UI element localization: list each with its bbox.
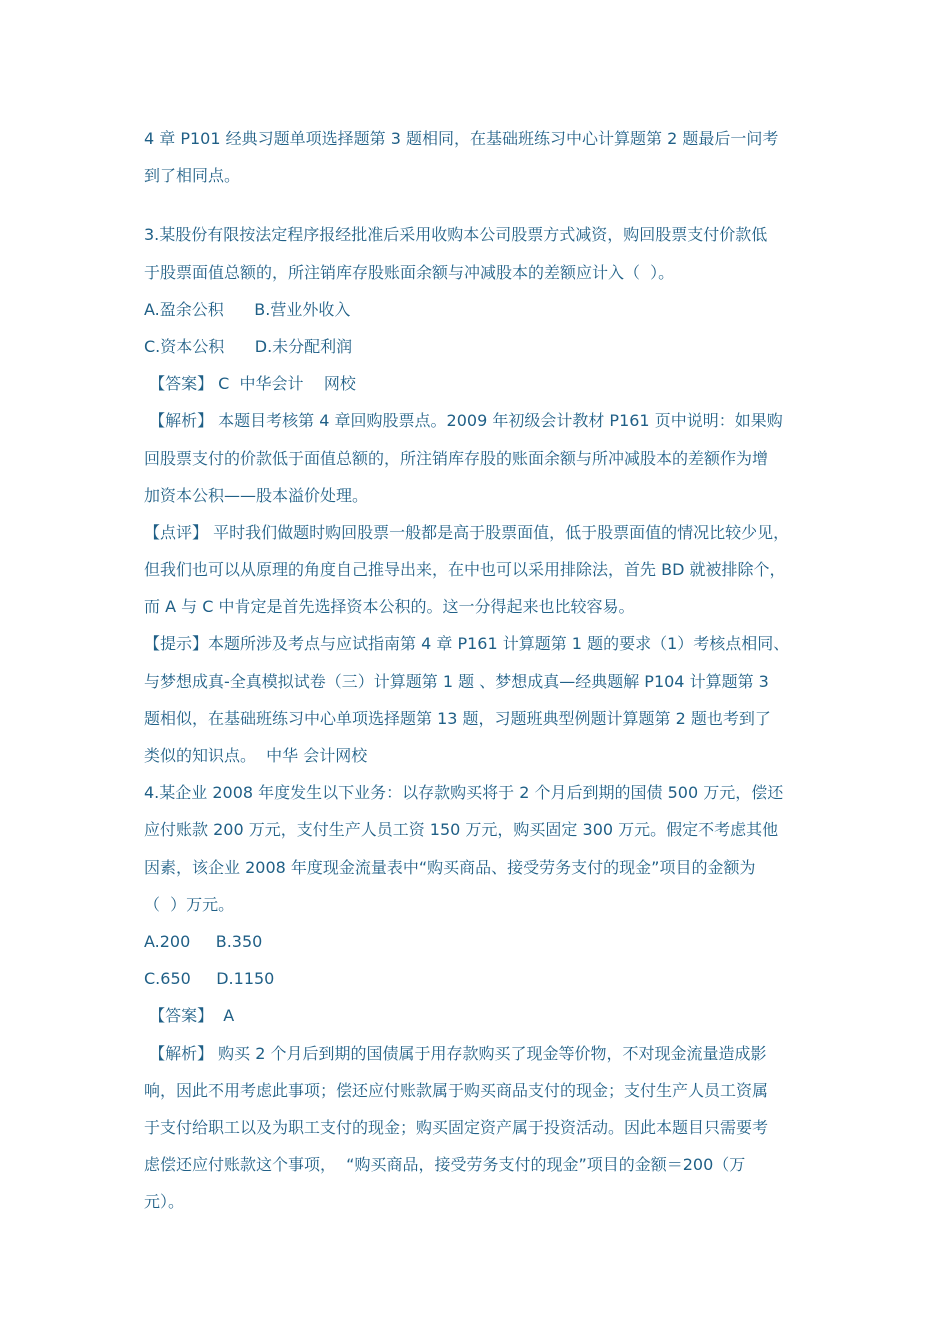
option-line: A.200 B.350 [144,931,263,951]
question-3 [144,216,816,774]
text-line: 类似的知识点。 中华 会计网校 [144,746,368,765]
text-line: 因素，该企业 2008 年度现金流量表中“购买商品、接受劳务支付的现金”项目的金额为 [144,857,756,877]
question-4 [144,774,816,1220]
text-line: 回股票支付的价款低于面值总额的，所注销库存股的账面余额与所冲减股本的差额作为增 [144,448,769,468]
text-line: 3.某股份有限按法定程序报经批准后采用收购本公司股票方式减资，购回股票支付价款低 [144,225,768,245]
text-line: 而 A 与 C 中肯定是首先选择资本公积的。这一分得起来也比较容易。 [144,597,635,617]
option-line: A.盈余公积 B.营业外收入 [144,299,351,319]
question-4-options [144,923,816,997]
text-line: 【点评】 平时我们做题时购回股票一般都是高于股票面值，低于股票面值的情况比较少见， [144,522,790,542]
question-3-comment [144,514,816,626]
text-line: 【提示】本题所涉及考点与应试指南第 4 章 P161 计算题第 1 题的要求（1）考核点相同、 [144,634,790,654]
text-line: 应付账款 200 万元，支付生产人员工资 150 万元，购买固定 300 万元。假定不考虑其他 [144,820,779,840]
option-line: C.650 D.1150 [144,969,275,989]
text-line: 【解析】 本题目考核第 4 章回购股票点。2009 年初级会计教材 P161 页中说明：如果购 [144,411,783,431]
question-4-analysis [144,1035,816,1221]
text-line: 于股票面值总额的，所注销库存股账面余额与冲减股本的差额应计入（ ）。 [144,262,675,282]
question-3-hint [144,625,816,774]
text-line: 响，因此不用考虑此事项；偿还应付账款属于购买商品支付的现金；支付生产人员工资属 [144,1080,769,1100]
question-3-analysis [144,402,816,514]
text-line: 【解析】 购买 2 个月后到期的国债属于用存款购买了现金等价物，不对现金流量造成影 [144,1043,767,1063]
question-3-answer: 【答案】 C 中华会计 网校 [144,374,356,394]
text-line: 4.某企业 2008 年度发生以下业务：以存款购买将于 2 个月后到期的国债 500 万元，偿还 [144,783,784,803]
text-line: 4 章 P101 经典习题单项选择题第 3 题相同，在基础班练习中心计算题第 2 题最后一问考 [144,129,779,148]
text-line: 虑偿还应付账款这个事项， “购买商品，接受劳务支付的现金”项目的金额＝200（万 [144,1155,746,1175]
text-line: 到了相同点。 [144,166,241,186]
paragraph-gap [144,194,816,216]
question-4-answer: 【答案】 A [144,1006,235,1026]
text-line: 与梦想成真-全真模拟试卷（三）计算题第 1 题 、梦想成真—经典题解 P104 计算题第 3 [144,671,769,691]
question-4-stem [144,774,816,923]
question-3-options [144,291,816,365]
text-line: （ ）万元。 [144,894,235,914]
question-3-stem [144,216,816,290]
document-page [144,120,816,1220]
text-line: 题相似，在基础班练习中心单项选择题第 13 题，习题班典型例题计算题第 2 题也考到了 [144,708,771,728]
text-line: 元）。 [144,1192,185,1212]
option-line: C.资本公积 D.未分配利润 [144,336,353,356]
text-line: 加资本公积——股本溢价处理。 [144,485,369,505]
text-line: 于支付给职工以及为职工支付的现金；购买固定资产属于投资活动。因此本题目只需要考 [144,1117,769,1137]
text-line: 但我们也可以从原理的角度自己推导出来，在中也可以采用排除法，首先 BD 就被排除个， [144,560,786,580]
intro-paragraph [144,120,816,194]
